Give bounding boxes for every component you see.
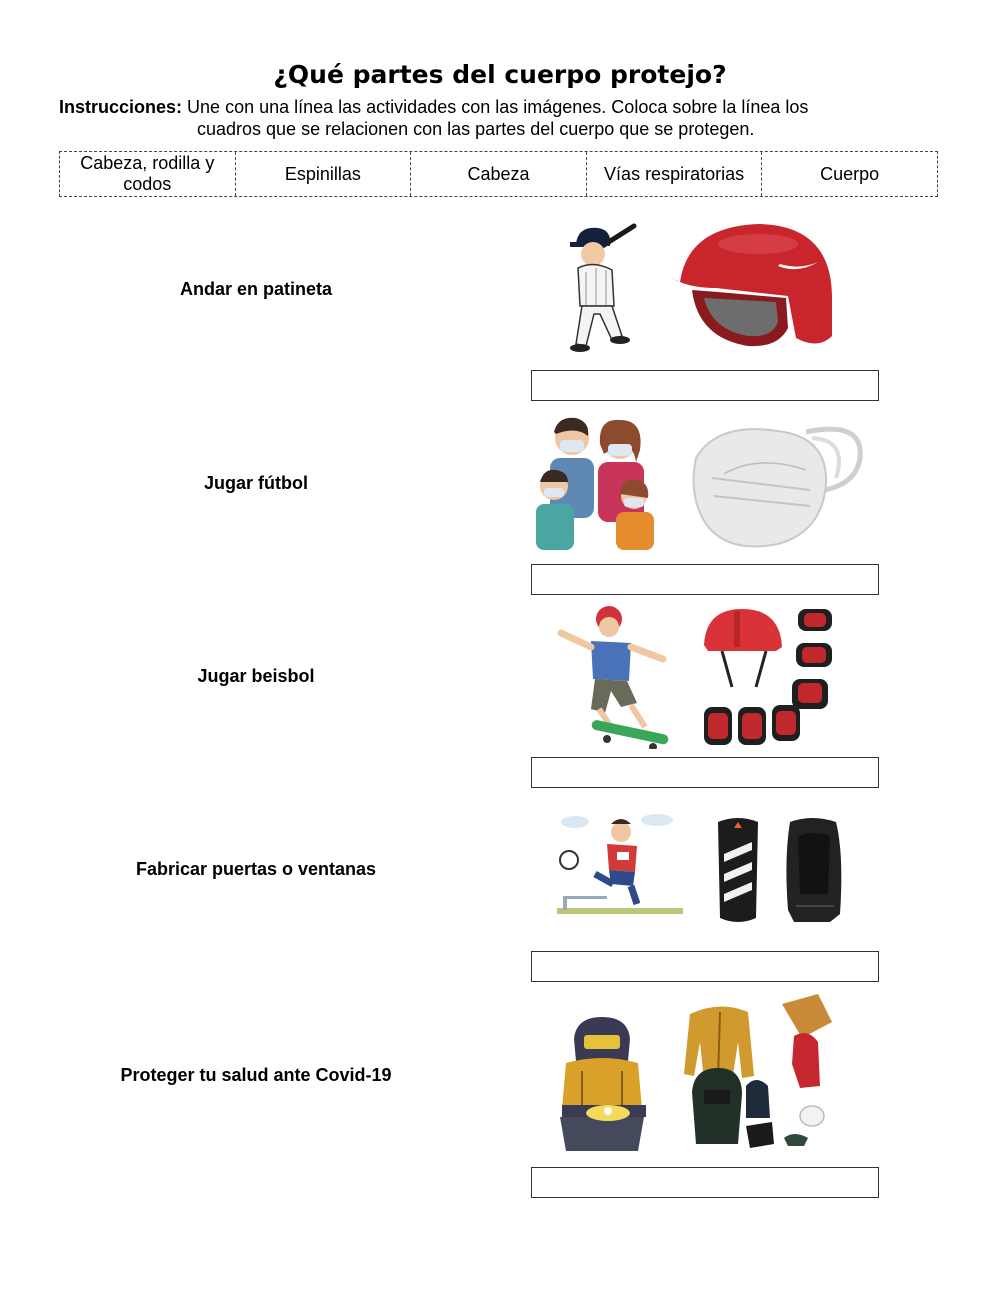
answer-box[interactable] [531,951,879,982]
word-bank-item[interactable]: Cabeza [411,152,587,196]
instructions-label: Instrucciones: [59,97,183,117]
skateboarder-icon[interactable] [555,603,673,749]
batting-helmet-icon[interactable] [668,218,836,364]
activity-label[interactable]: Andar en patineta [179,279,333,299]
family-masks-icon[interactable] [532,414,660,550]
soccer-player-icon[interactable] [545,808,685,924]
baseball-player-icon[interactable] [556,222,640,356]
activity-label[interactable]: Jugar beisbol [197,666,315,686]
welder-icon[interactable] [552,1013,652,1153]
word-bank-item[interactable]: Espinillas [236,152,412,196]
answer-box[interactable] [531,564,879,595]
page-title: ¿Qué partes del cuerpo protejo? [273,60,727,89]
instructions-line-1: Une con una línea las actividades con las imágenes. Coloca sobre la línea los [187,97,809,117]
instructions-line-2: cuadros que se relacionen con las partes del cuerpo que se protegen. [197,119,755,139]
activity-label[interactable]: Fabricar puertas o ventanas [135,859,377,879]
instructions [59,96,899,140]
face-mask-icon[interactable] [688,414,868,552]
activity-label[interactable]: Proteger tu salud ante Covid-19 [120,1065,392,1085]
shin-guards-icon[interactable] [712,814,852,926]
word-bank [59,151,938,197]
answer-box[interactable] [531,370,879,401]
word-bank-item[interactable]: Vías respiratorias [587,152,763,196]
word-bank-item[interactable]: Cuerpo [820,163,880,184]
answer-box[interactable] [531,757,879,788]
word-bank-item[interactable]: Cabeza, rodilla y codos [60,152,236,196]
skate-protective-gear-icon[interactable] [700,603,840,747]
answer-box[interactable] [531,1167,879,1198]
welding-gear-icon[interactable] [684,994,840,1150]
activity-label[interactable]: Jugar fútbol [204,473,308,493]
